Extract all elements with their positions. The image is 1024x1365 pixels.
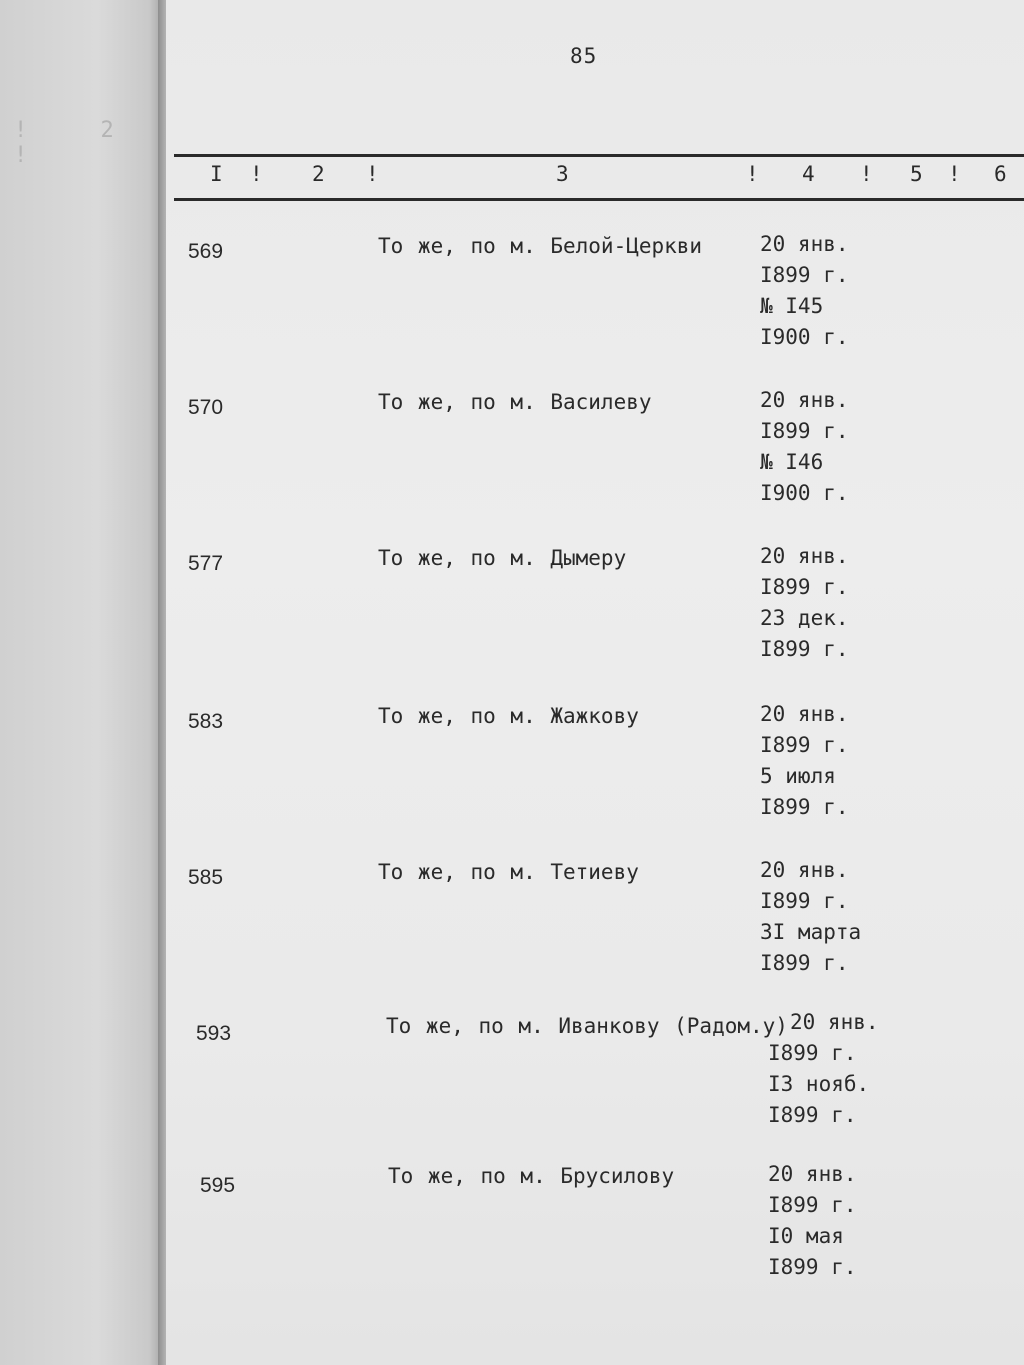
entry-date-line: 20 янв. <box>760 858 849 882</box>
entry-dates <box>768 1164 857 1283</box>
column-header-4: 4 <box>802 162 815 186</box>
list-item <box>166 860 1024 1000</box>
entry-date-line: 23 дек. <box>760 606 849 630</box>
entry-date-line: I899 г. <box>760 795 849 819</box>
entry-description: То же, по м. Дымеру <box>378 546 627 570</box>
entry-date-line: 5 июля <box>760 764 836 788</box>
entry-dates <box>760 234 849 353</box>
entry-date-line: 20 янв. <box>760 388 849 412</box>
entry-date-line: I0 мая <box>768 1224 844 1248</box>
entry-dates <box>760 390 849 509</box>
column-separator: ! <box>250 162 263 186</box>
entry-number: 583 <box>188 710 224 733</box>
list-item <box>166 546 1024 686</box>
entry-description: То же, по м. Тетиеву <box>378 860 639 884</box>
header-rule-top <box>174 154 1024 157</box>
entry-description: То же, по м. Белой-Церкви <box>378 234 703 258</box>
list-item <box>166 1164 1024 1304</box>
entry-number: 593 <box>196 1022 232 1045</box>
entry-number: 595 <box>200 1174 236 1197</box>
page-number: 85 <box>570 44 598 68</box>
column-header-6: 6 <box>994 162 1007 186</box>
entry-date-line: I899 г. <box>768 1041 857 1065</box>
entry-date-line: I899 г. <box>760 575 849 599</box>
list-item <box>166 1012 1024 1152</box>
header-rule-bottom <box>174 198 1024 201</box>
column-separator: ! <box>746 162 759 186</box>
entry-date-line: I899 г. <box>760 263 849 287</box>
entry-date-line: I899 г. <box>760 951 849 975</box>
entry-date-line: I899 г. <box>760 637 849 661</box>
entry-date-line: 3I марта <box>760 920 862 944</box>
entry-date-line: I3 нояб. <box>768 1072 870 1096</box>
list-item <box>166 390 1024 530</box>
entry-date-line: 20 янв. <box>760 544 849 568</box>
column-header-row <box>166 158 1024 194</box>
entry-number: 569 <box>188 240 224 263</box>
entry-description: То же, по м. Иванкову (Радом.у) <box>386 1014 788 1038</box>
list-item <box>166 704 1024 844</box>
entry-date-line: 20 янв. <box>760 702 849 726</box>
entry-description: То же, по м. Жажкову <box>378 704 639 728</box>
entry-date-line: I899 г. <box>768 1193 857 1217</box>
column-separator: ! <box>860 162 873 186</box>
entry-number: 585 <box>188 866 224 889</box>
entry-date-line: I899 г. <box>768 1255 857 1279</box>
entry-date-line: № I45 <box>760 294 824 318</box>
previous-page-bleed-mark: ! 2 ! <box>14 118 144 168</box>
entry-number: 577 <box>188 552 224 575</box>
column-header-3: 3 <box>556 162 569 186</box>
entry-date-line: I900 г. <box>760 481 849 505</box>
entry-dates <box>760 704 849 823</box>
entry-description: То же, по м. Брусилову <box>388 1164 675 1188</box>
column-separator: ! <box>948 162 961 186</box>
document-page <box>166 0 1024 1365</box>
entry-date-line: № I46 <box>760 450 824 474</box>
column-header-1: I <box>210 162 223 186</box>
entry-date-line: I899 г. <box>760 889 849 913</box>
entry-date-line: I899 г. <box>760 733 849 757</box>
entry-date-line: I899 г. <box>760 419 849 443</box>
entry-dates <box>760 860 861 979</box>
entry-date-line: 20 янв. <box>760 232 849 256</box>
entry-number: 570 <box>188 396 224 419</box>
column-header-2: 2 <box>312 162 325 186</box>
entry-date-line: I899 г. <box>768 1103 857 1127</box>
entry-date-line: 20 янв. <box>768 1162 857 1186</box>
column-header-5: 5 <box>910 162 923 186</box>
entry-description: То же, по м. Василеву <box>378 390 652 414</box>
entry-date-line: 20 янв. <box>790 1010 879 1034</box>
entry-dates <box>768 1012 879 1131</box>
entry-date-line: I900 г. <box>760 325 849 349</box>
entry-dates <box>760 546 849 665</box>
list-item <box>166 234 1024 374</box>
previous-page-edge <box>0 0 162 1365</box>
column-separator: ! <box>366 162 379 186</box>
